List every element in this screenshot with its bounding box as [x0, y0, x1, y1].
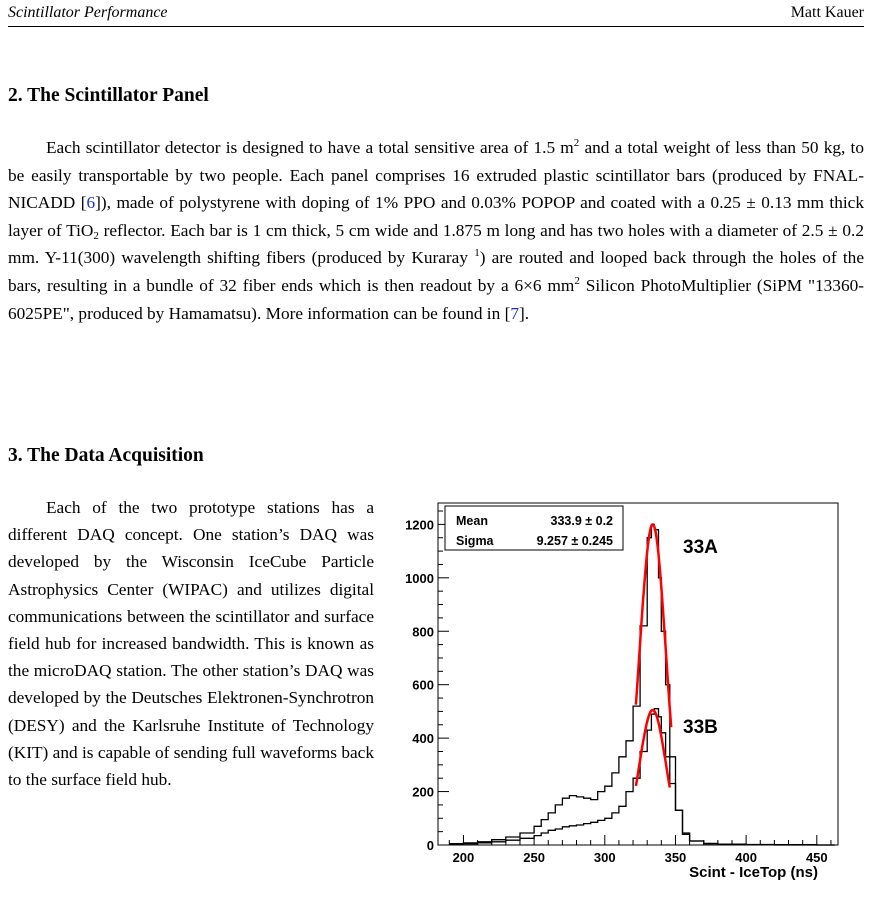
stat-label: Mean [456, 514, 488, 528]
y-tick-label: 800 [412, 624, 434, 640]
header-title: Scintillator Performance [8, 4, 168, 21]
x-tick-label: 200 [452, 850, 475, 865]
histogram-series [449, 524, 835, 845]
stat-value: 9.257 ± 0.245 [536, 534, 613, 548]
section-2-paragraph: Each scintillator detector is designed to have a total sensitive area of 1.5 $m^2$ and a total weight of less than 50 kg, to be easily transportable by two people. Each panel comprises 16 extruded plastic scintillator bars (produced by FNAL-NICADD [6]), made of polystyrene with doping of 1% PPO and 0.03% POPOP and coated with a 0.25 ± 0.13 mm thick layer of TiO$_2$ reflector. Each bar is 1 cm thick, 5 cm wide and 1.875 m long and has two holes with a diameter of 2.5 ± 0.2 mm. Y-11(300) wavelength shifting fibers (produced by Kuraray $^1$) are routed and looped back through the holes of the bars, resulting in a bundle of 32 fiber ends which is then readout by a 6×6 $mm^2$ Silicon PhotoMultiplier (SiPM "13360-6025PE", produced by Hamamatsu). More information can be found in [7]. [8, 137, 864, 323]
chart-axes [405, 503, 838, 865]
histogram-line-33A [449, 524, 835, 845]
y-tick-label: 0 [426, 838, 434, 853]
running-header [8, 4, 864, 27]
x-tick-label: 400 [735, 850, 757, 865]
series-labels [683, 537, 718, 738]
timing-histogram-chart [383, 498, 845, 890]
x-tick-label: 250 [523, 850, 545, 865]
stat-label: Sigma [456, 534, 494, 548]
section-3-paragraph: Each of the two prototype stations has a different DAQ concept. One station’s DAQ was developed by the Wisconsin IceCube Particle Astrophysics Center (WIPAC) and utilizes digital communications between the scintillator and surface field hub for increased bandwidth. This is known as the microDAQ station. The other station’s DAQ was developed by the Deutsches Elektronen-Synchrotron (DESY) and the Karlsruhe Institute of Technology (KIT) and is capable of sending full waveforms back to the surface field hub. [8, 498, 374, 790]
fit-curve-33A [636, 524, 671, 727]
y-tick-label: 200 [412, 784, 434, 800]
stat-value: 333.9 ± 0.2 [550, 514, 613, 528]
series-label-33A: 33A [683, 537, 718, 558]
x-tick-label: 300 [593, 850, 616, 865]
citation-link[interactable]: 7 [510, 303, 519, 323]
series-label-33B: 33B [683, 717, 718, 738]
x-tick-label: 450 [805, 850, 828, 865]
header-author: Matt Kauer [790, 4, 864, 21]
section-2-heading: 2. The Scintillator Panel [8, 85, 209, 106]
section-3-heading: 3. The Data Acquisition [8, 445, 204, 466]
histogram-line-33B [449, 709, 835, 845]
y-tick-label: 400 [412, 731, 434, 747]
y-tick-label: 1000 [405, 570, 434, 586]
citation-link[interactable]: 6 [86, 193, 96, 213]
stats-box [445, 506, 623, 550]
y-tick-label: 600 [412, 677, 434, 693]
x-axis-label: Scint - IceTop (ns) [689, 864, 818, 881]
x-tick-label: 350 [664, 850, 687, 865]
y-tick-label: 1200 [405, 517, 434, 533]
fit-curve-33B [636, 710, 670, 787]
